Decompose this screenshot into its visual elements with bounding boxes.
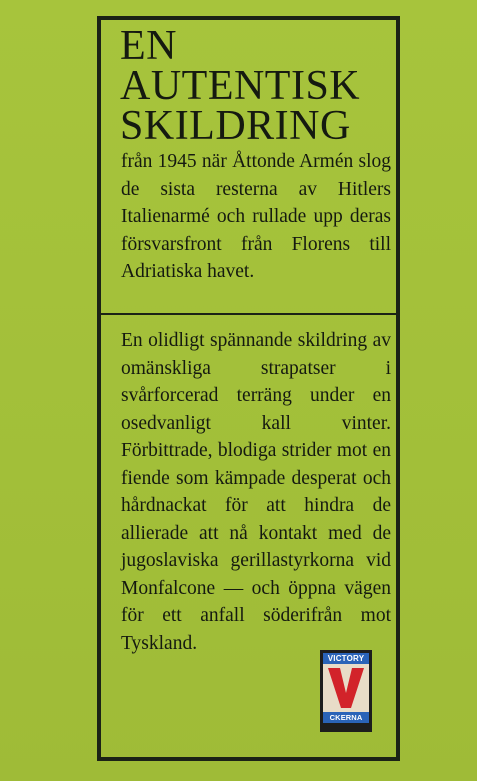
heading-line-1: EN <box>120 23 177 69</box>
heading-line-3: SKILDRING <box>120 103 351 149</box>
heading-line-2: AUTENTISK <box>120 63 361 109</box>
v-letter-icon <box>326 665 366 711</box>
logo-bottom-label: CKERNA <box>323 712 369 723</box>
description-paragraph: En olidligt spännande skildring av omänskliga strapatser i svårforcerad terräng under en osedvanligt kall vinter. Förbittrade, blodiga strider mot en fiende som kämpade desperat och hårdnackat för att hindra de allierade att nå kontakt med de jugoslaviska gerillastyrkorna vid Monfalcone — och öppna vägen för ett anfall söderifrån mot Tyskland. <box>121 330 391 654</box>
intro-paragraph: från 1945 när Åttonde Armén slog de sista resterna av Hitlers Italienarmé och rullade upp deras försvarsfront från Florens till Adriatiska havet. <box>121 151 391 282</box>
logo-top-label: VICTORY <box>323 653 369 664</box>
victory-series-logo <box>320 650 372 732</box>
heading <box>120 23 390 149</box>
divider-line <box>101 313 396 315</box>
logo-v-emblem <box>323 664 369 712</box>
